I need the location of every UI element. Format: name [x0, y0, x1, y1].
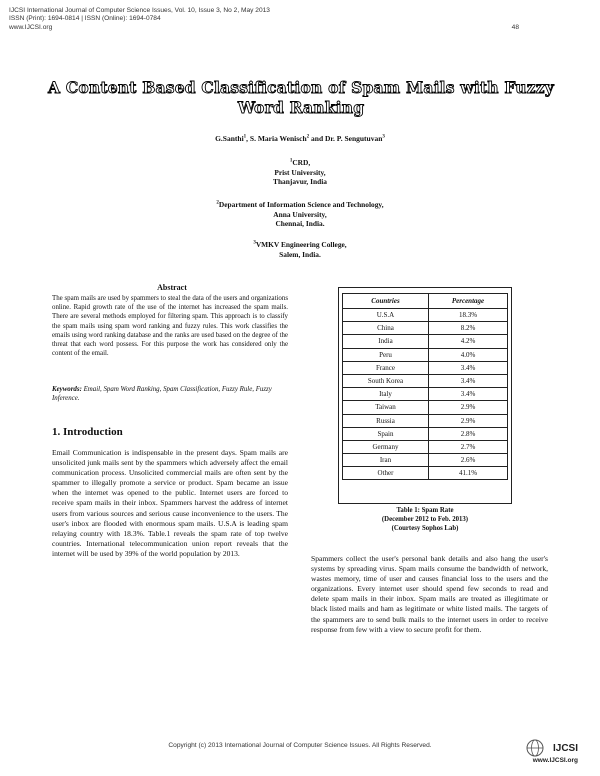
percentage-cell: 3.4%: [428, 388, 507, 401]
copyright-footer: Copyright (c) 2013 International Journal of Computer Science Issues. All Rights Reserved.: [168, 742, 432, 749]
affiliation-2-line: Chennai, India.: [275, 219, 325, 229]
percentage-cell: 2.6%: [428, 454, 507, 467]
paper-title: A Content Based Classification of Spam Mails with Fuzzy Word Ranking: [48, 78, 554, 117]
logo-text: IJCSI: [552, 743, 578, 754]
table-header-cell: Percentage: [428, 294, 507, 309]
percentage-cell: 4.2%: [428, 335, 507, 348]
country-cell: Russia: [343, 414, 429, 427]
introduction-text: Email Communication is indispensable in the present days. Spam mails are unsolicited junk mails sent by the spammers which adversely affect the email communication process. Unsolicited commercial mails are often sent by the spammer to illegally promote a service or product. Spam became an issue when the internet was opened to the public. Internet users are forced to receive spam mails in their inbox. Spammers harvest the address of internet users from various sources and serious cause inconvenience to the users. The user's inbox are flooded with enormous spam mails. U.S.A is leading spam relaying country with 18.3%. Table.1 reveals the spam rate of top twelve countries. International telecommunication union report reveals that the internet will be used by 39% of the world population by 2013.: [52, 448, 288, 558]
table-row: [343, 454, 508, 467]
affiliation-3-line: Salem, India.: [279, 249, 321, 259]
table-caption-line: (December 2012 to Feb. 2013): [381, 515, 469, 523]
spam-rate-table: [342, 293, 508, 480]
affiliation-2-sup: 2: [216, 200, 219, 206]
affiliation-1-line: Prist University,: [274, 167, 326, 177]
right-column-text: Spammers collect the user's personal bank details and also hang the user's systems by spreading virus. Spam mails consume the bandwidth of network, wastes memory, time of user and causes financial loss to the users and the organizations. Every internet user should spend few seconds to read and delete spam mails in their inbox. Spam mails are treated as illegitimate or black listed mails and ham as legitimate or white listed mails. The targets of the spammers are to send bulk mails to the internet users in order to receive response from few with a view to secure profit for them.: [311, 554, 548, 634]
affiliation-2-line: Anna University,: [273, 209, 327, 219]
globe-icon: [524, 737, 546, 759]
author-2: , S. Maria Wenisch: [246, 134, 307, 143]
table-row: [343, 361, 508, 374]
percentage-cell: 2.9%: [428, 401, 507, 414]
percentage-cell: 2.7%: [428, 440, 507, 453]
country-cell: Germany: [343, 440, 429, 453]
header-line-1: IJCSI International Journal of Computer Science Issues, Vol. 10, Issue 3, No 2, May 2013: [9, 7, 270, 14]
table-caption-line: (Courtesy Sophos Lab): [391, 524, 459, 532]
country-cell: South Korea: [343, 374, 429, 387]
country-cell: Iran: [343, 454, 429, 467]
percentage-cell: 41.1%: [428, 467, 507, 480]
affiliation-1-sup: 1: [289, 158, 293, 164]
table-row: [343, 309, 508, 322]
author-1: G.Santhi: [215, 134, 244, 143]
page-number: 48: [511, 23, 519, 31]
country-cell: Peru: [343, 348, 429, 361]
section-heading-introduction: 1. Introduction: [52, 426, 123, 438]
table-row: [343, 401, 508, 414]
affiliation-1-line: CRD,: [292, 158, 311, 167]
author-line: [0, 134, 600, 144]
table-row: [343, 388, 508, 401]
country-cell: Italy: [343, 388, 429, 401]
table-caption: [338, 507, 512, 533]
country-cell: U.S.A: [343, 309, 429, 322]
percentage-cell: 2.9%: [428, 414, 507, 427]
affiliation-1-line: Thanjavur, India: [273, 177, 327, 187]
affiliation-3: [0, 240, 600, 259]
percentage-cell: 18.3%: [428, 309, 507, 322]
percentage-cell: 3.4%: [428, 361, 507, 374]
author-3-sup: 3: [382, 134, 385, 140]
table-row: [343, 414, 508, 427]
affiliation-2-line: Department of Information Science and Technology,: [218, 200, 384, 209]
header-line-2: ISSN (Print): 1694-0814 | ISSN (Online): 1694-0784: [9, 15, 161, 23]
table-row: [343, 427, 508, 440]
author-3: and Dr. P. Sengutuvan: [309, 134, 383, 143]
percentage-cell: 2.8%: [428, 427, 507, 440]
affiliation-3-sup: 3: [253, 240, 256, 246]
table-row: [343, 440, 508, 453]
table-row: [343, 467, 508, 480]
affiliation-2: [0, 200, 600, 229]
country-cell: France: [343, 361, 429, 374]
country-cell: Other: [343, 467, 429, 480]
keywords-label: Keywords:: [52, 386, 82, 393]
country-cell: Spain: [343, 427, 429, 440]
logo-url: www.IJCSI.org: [532, 757, 578, 764]
abstract-text: The spam mails are used by spammers to steal the data of the users and organizations online. Rapid growth rate of the use of the internet has increased the spam mails. There are several methods employed for filtering spam. This approach is to classify the spam mails using spam word ranking and fuzzy rules. This work classifies the emails using word ranking database and the ranks are used based on the degree of the threat that each word possess. For this purpose the work has considered only the content of the email.: [52, 295, 288, 358]
table-row: [343, 322, 508, 335]
table-row: [343, 374, 508, 387]
author-2-sup: 2: [306, 134, 310, 140]
abstract-heading: Abstract: [157, 283, 187, 292]
country-cell: China: [343, 322, 429, 335]
header-line-3: www.IJCSI.org: [9, 23, 53, 31]
journal-logo: [520, 735, 580, 771]
keywords-text: Email, Spam Word Ranking, Spam Classification, Fuzzy Rule, Fuzzy Inference.: [52, 386, 272, 403]
country-cell: India: [343, 335, 429, 348]
journal-header: [9, 7, 594, 32]
percentage-cell: 8.2%: [428, 322, 507, 335]
affiliation-1: [0, 158, 600, 187]
table-caption-line: Table 1: Spam Rate: [396, 507, 454, 514]
table-row: [343, 348, 508, 361]
keywords: [52, 385, 288, 403]
table-row: [343, 335, 508, 348]
table-header-row: [343, 294, 508, 309]
percentage-cell: 3.4%: [428, 374, 507, 387]
country-cell: Taiwan: [343, 401, 429, 414]
affiliation-3-line: VMKV Engineering College,: [255, 240, 347, 249]
table-header-cell: Countries: [343, 294, 429, 309]
percentage-cell: 4.0%: [428, 348, 507, 361]
author-1-sup: 1: [243, 134, 247, 140]
